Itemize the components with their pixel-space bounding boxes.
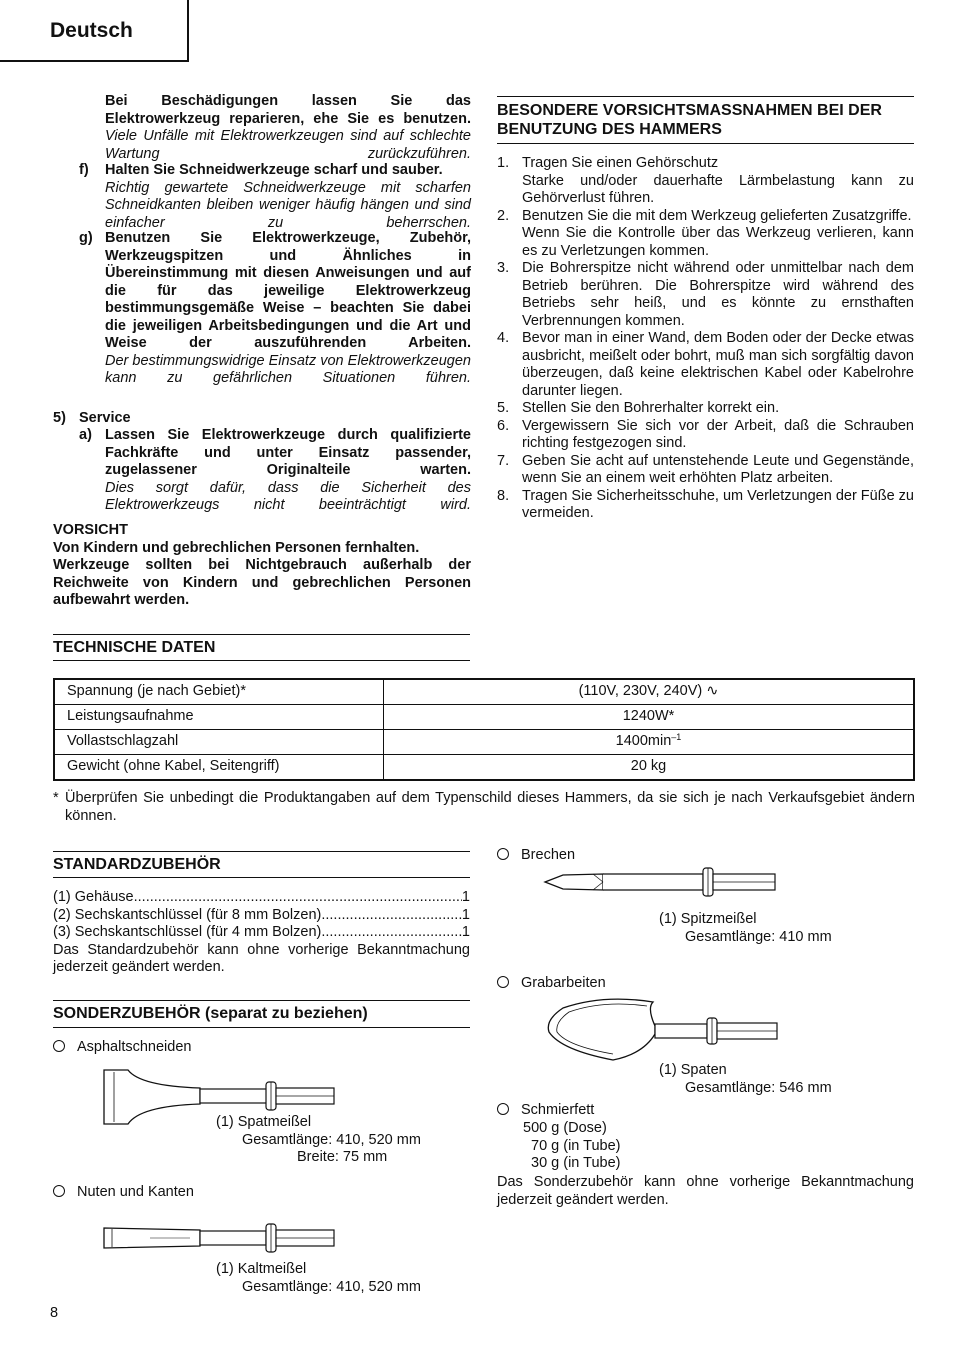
spaten-icon	[543, 994, 783, 1064]
bullet-circle-icon	[53, 1040, 65, 1052]
tool-name: (1) Spitzmeißel	[659, 911, 757, 927]
vorsicht-line1: Von Kindern und gebrechlichen Personen fernhalten.	[53, 539, 420, 556]
grab-title: Grabarbeiten	[497, 975, 606, 993]
fett-amounts	[523, 1120, 620, 1173]
asphalt-caption	[216, 1114, 421, 1167]
ac-icon: ∿	[706, 683, 719, 700]
vorsicht-title: VORSICHT	[53, 522, 128, 538]
tech-label: Vollastschlagzahl	[54, 730, 384, 755]
tech-value: 20 kg	[384, 755, 915, 781]
list-item: 8. Tragen Sie Sicherheitsschuhe, um Verletzungen der Füße zu vermeiden.	[497, 487, 914, 521]
asphalt-title: Asphaltschneiden	[53, 1039, 191, 1057]
list-item: 3. Die Bohrerspitze nicht während oder unmittelbar nach dem Betrieb berühren. Die Bohrerspitze wird während des Betriebs sehr heiß, und es könnte zu ernsthaften Verbrennungen kommen.	[497, 260, 914, 329]
nuten-caption	[216, 1261, 421, 1296]
tool-name: (1) Spatmeißel	[216, 1114, 312, 1130]
g-label: g)	[79, 230, 93, 246]
list-item: (1) Gehäuse ..... 1	[53, 889, 470, 907]
language-tab: Deutsch	[0, 0, 189, 62]
list-item: 2. Benutzen Sie die mit dem Werkzeug gelieferten Zusatzgriffe. Wenn Sie die Kontrolle über das Werkzeug verlieren, kann es zu Verletzungen kommen.	[497, 207, 914, 259]
kaltmeissel-icon	[100, 1220, 340, 1256]
nuten-title: Nuten und Kanten	[53, 1184, 194, 1202]
spitzmeissel-icon	[543, 864, 783, 900]
list-item: (2) Sechskantschlüssel (für 8 mm Bolzen) ..... 1	[53, 907, 470, 925]
vorsicht-body: Werkzeuge sollten bei Nichtgebrauch außerhalb der Reichweite von Kindern und gebrechlichen Personen aufbewahrt werden.	[53, 557, 471, 608]
list-item: 5. Stellen Sie den Bohrerhalter korrekt ein.	[497, 400, 780, 416]
table-row	[54, 730, 914, 755]
tech-heading: TECHNISCHE DATEN	[53, 634, 470, 661]
service-a	[105, 427, 471, 515]
service-a-label: a)	[79, 427, 92, 443]
fett-title: Schmierfett	[497, 1102, 594, 1120]
tool-length: Gesamtlänge: 546 mm	[685, 1079, 832, 1096]
list-item: 7. Geben Sie acht auf untenstehende Leute und Gegenstände, wenn Sie an einem weit erhöhten Platz arbeiten.	[497, 452, 914, 486]
tech-label: Leistungsaufnahme	[54, 705, 384, 730]
optional-note: Das Sonderzubehör kann ohne vorherige Bekanntmachung jederzeit geändert werden.	[497, 1174, 914, 1208]
tool-length: Gesamtlänge: 410 mm	[685, 928, 832, 945]
hammer-safety-list	[497, 155, 914, 523]
service-title: Service	[79, 410, 131, 426]
safety-g	[105, 230, 471, 388]
brechen-caption	[659, 911, 832, 946]
tool-name: (1) Spaten	[659, 1062, 727, 1078]
standard-heading: STANDARDZUBEHÖR	[53, 851, 470, 878]
bullet-circle-icon	[497, 1103, 509, 1115]
optional-heading: SONDERZUBEHÖR (separat zu beziehen)	[53, 1000, 470, 1028]
f-italic-text: Richtig gewartete Schneidwerkzeuge mit scharfen Schneidkanten bleiben weniger häufig hängen und sind einfacher zu beherrschen.	[105, 179, 471, 231]
list-item: 1. Tragen Sie einen Gehörschutz Starke und/oder dauerhafte Lärmbelastung kann zu Gehörverlust führen.	[497, 155, 914, 206]
safety-e-continued	[105, 93, 471, 163]
page-number: 8	[50, 1305, 59, 1321]
f-label: f)	[79, 162, 89, 178]
tool-name: (1) Kaltmeißel	[216, 1261, 307, 1277]
g-bold-text: Benutzen Sie Elektrowerkzeuge, Zubehör, Werkzeugspitzen und Ähnliches in Übereinstimmung mit diesen Anweisungen und auf die für das jeweilige Elektrowerkzeug bestimmungsgemäße Weise – beachten Sie dabei die jeweiligen Arbeitsbedingungen und die Art und Weise der auszuführenden Arbeiten.	[105, 230, 471, 351]
fett-amount: 500 g (Dose)	[523, 1120, 607, 1136]
tech-value: $1400\min^{-1}$	[384, 730, 915, 755]
standard-list	[53, 889, 470, 977]
safety-f	[105, 162, 471, 232]
tech-value: 1240W*	[384, 705, 915, 730]
grab-caption	[659, 1062, 832, 1097]
tech-value: (110V, 230V, 240V) ∿	[384, 679, 915, 705]
tech-label: Spannung (je nach Gebiet)*	[54, 679, 384, 705]
table-row	[54, 679, 914, 705]
service-a-italic: Dies sorgt dafür, dass die Sicherheit des Elektrowerkzeugs nicht beeinträchtigt wird.	[105, 479, 471, 513]
footnote-mark: *	[53, 790, 59, 806]
tech-label: Gewicht (ohne Kabel, Seitengriff)	[54, 755, 384, 781]
f-bold-text: Halten Sie Schneidwerkzeuge scharf und sauber.	[105, 162, 443, 178]
tech-footnote: Überprüfen Sie unbedingt die Produktangaben auf dem Typenschild dieses Hammers, da sie sich je nach Verkaufsgebiet ändern können.	[65, 790, 915, 824]
tool-width: Breite: 75 mm	[297, 1149, 388, 1165]
tech-table	[53, 678, 915, 781]
bullet-circle-icon	[497, 848, 509, 860]
e-bold-text: Bei Beschädigungen lassen Sie das Elektrowerkzeug reparieren, ehe Sie es benutzen.	[105, 93, 471, 127]
list-item: 4. Bevor man in einer Wand, dem Boden oder der Decke etwas ausbricht, meißelt oder bohrt, muß man sich sorgfältig davon überzeugen, daß keine elektrischen Kabel oder Kabelrohre darunter liegen.	[497, 330, 914, 399]
list-item: 6. Vergewissern Sie sich vor der Arbeit, daß die Schrauben richting festgezogen sind.	[497, 417, 914, 451]
list-item: (3) Sechskantschlüssel (für 4 mm Bolzen) ..... 1	[53, 924, 470, 942]
e-italic-text: Viele Unfälle mit Elektrowerkzeugen sind auf schlechte Wartung zurückzuführen.	[105, 128, 471, 162]
fett-amount: 30 g (in Tube)	[531, 1155, 621, 1171]
tool-length: Gesamtlänge: 410, 520 mm	[242, 1131, 421, 1148]
tool-length: Gesamtlänge: 410, 520 mm	[242, 1278, 421, 1295]
service-label: 5)	[53, 410, 66, 426]
hammer-safety-heading: BESONDERE VORSICHTSMASSNAHMEN BEI DER BENUTZUNG DES HAMMERS	[497, 96, 914, 144]
bullet-circle-icon	[497, 976, 509, 988]
service-a-bold: Lassen Sie Elektrowerkzeuge durch qualifizierte Fachkräfte und unter Einsatz passender, zugelassener Originalteile warten.	[105, 427, 471, 478]
standard-note: Das Standardzubehör kann ohne vorherige Bekanntmachung jederzeit geändert werden.	[53, 941, 470, 975]
vorsicht-block	[53, 522, 471, 610]
table-row	[54, 755, 914, 781]
bullet-circle-icon	[53, 1185, 65, 1197]
brechen-title: Brechen	[497, 847, 575, 865]
fett-amount: 70 g (in Tube)	[531, 1137, 621, 1154]
table-row	[54, 705, 914, 730]
g-italic-text: Der bestimmungswidrige Einsatz von Elektrowerkzeugen kann zu gefährlichen Situationen führen.	[105, 352, 471, 386]
